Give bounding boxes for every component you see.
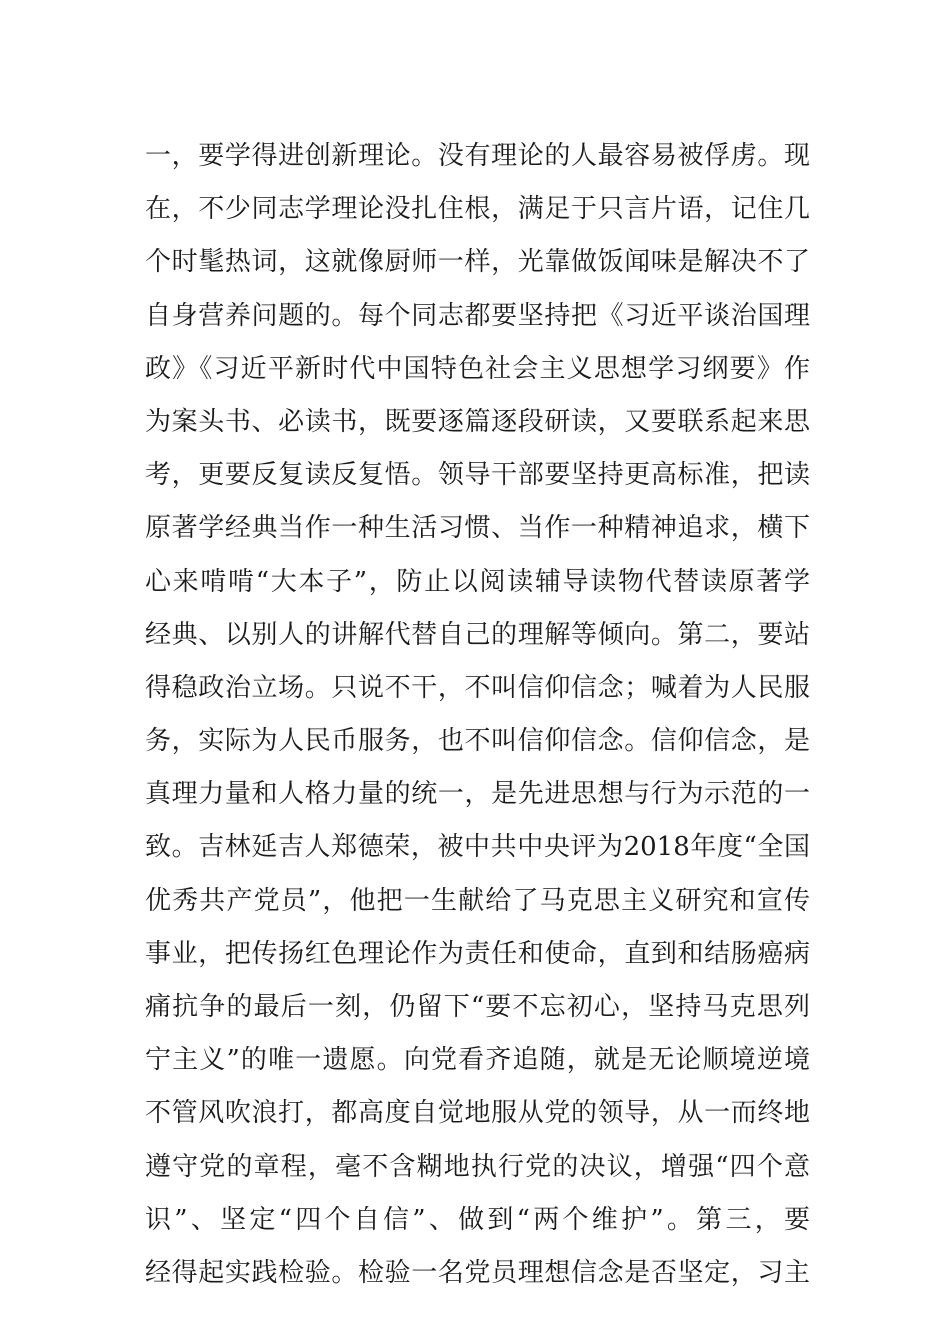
text-line: 在，不少同志学理论没扎住根，满足于只言片语，记住几: [145, 194, 810, 225]
text-line: 心来啃啃“大本子”，防止以阅读辅导读物代替读原著学: [145, 566, 810, 597]
text-line: 原著学经典当作一种生活习惯、当作一种精神追求，横下: [145, 513, 810, 544]
text-line: 一，要学得进创新理论。没有理论的人最容易被俘虏。现: [145, 141, 810, 171]
text-line: 个时髦热词，这就像厨师一样，光靠做饭闻味是解决不了: [145, 247, 810, 278]
text-line: 痛抗争的最后一刻，仍留下“要不忘初心，坚持马克思列: [145, 992, 810, 1022]
text-line: 事业，把传扬红色理论作为责任和使命，直到和结肠癌病: [145, 938, 810, 969]
text-line: 不管风吹浪打，都高度自觉地服从党的领导，从一而终地: [145, 1098, 810, 1129]
text-line: 优秀共产党员”，他把一生献给了马克思主义研究和宣传: [145, 885, 810, 916]
text-line: 真理力量和人格力量的统一，是先进思想与行为示范的一: [145, 779, 810, 810]
body-paragraph: [145, 130, 810, 1300]
text-line: 宁主义”的唯一遗愿。向党看齐追随，就是无论顺境逆境: [145, 1045, 810, 1076]
text-line: 为案头书、必读书，既要逐篇逐段研读，又要联系起来思: [145, 406, 810, 437]
text-line: 遵守党的章程，毫不含糊地执行党的决议，增强“四个意: [145, 1151, 810, 1182]
text-line: 经典、以别人的讲解代替自己的理解等倾向。第二，要站: [145, 619, 810, 650]
text-line: 致。吉林延吉人郑德荣，被中共中央评为2018年度“全国: [145, 832, 810, 863]
text-line: 得稳政治立场。只说不干，不叫信仰信念；喊着为人民服: [145, 672, 810, 703]
text-line: 识”、坚定“四个自信”、做到“两个维护”。第三，要: [145, 1204, 810, 1235]
text-line: 自身营养问题的。每个同志都要坚持把《习近平谈治国理: [145, 300, 810, 331]
text-line: 经得起实践检验。检验一名党员理想信念是否坚定，习主: [145, 1257, 810, 1288]
text-line: 务，实际为人民币服务，也不叫信仰信念。信仰信念，是: [145, 726, 810, 757]
text-line: 考，更要反复读反复悟。领导干部要坚持更高标准，把读: [145, 460, 810, 491]
text-line: 政》《习近平新时代中国特色社会主义思想学习纲要》作: [145, 353, 810, 384]
